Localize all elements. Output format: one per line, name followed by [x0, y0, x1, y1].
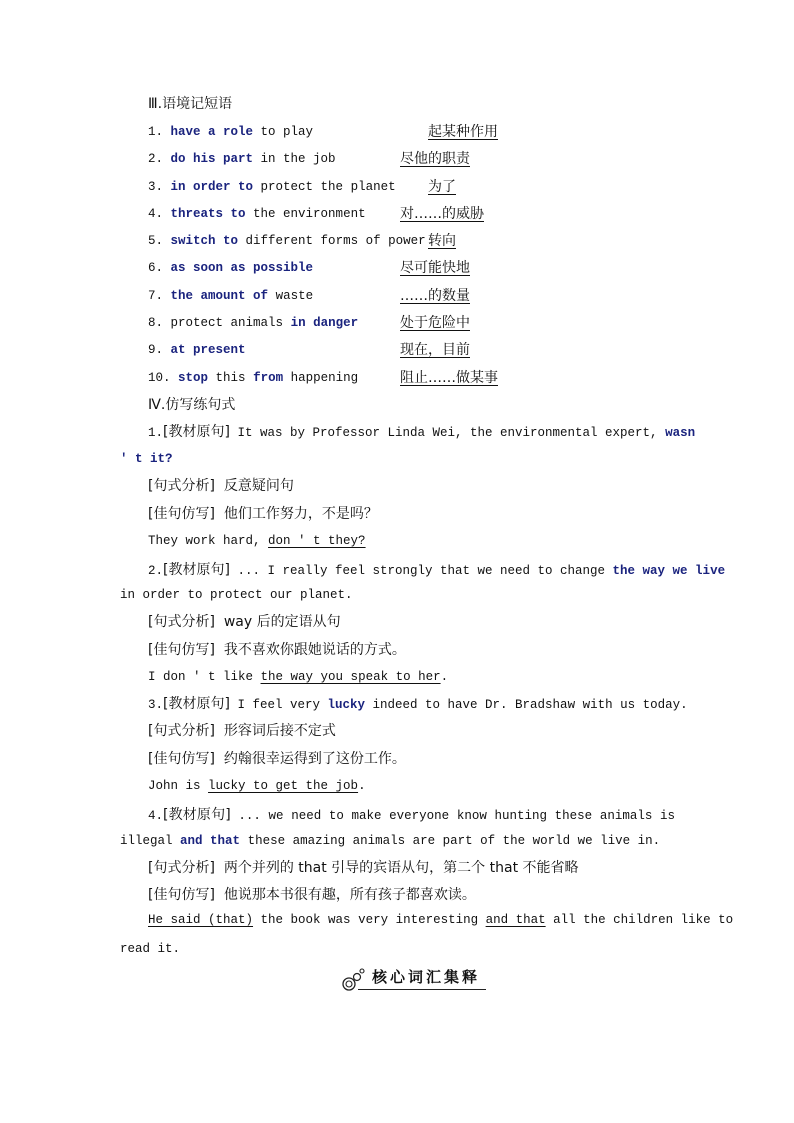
- phrase-translation: 起某种作用: [428, 124, 498, 140]
- s4-original-line2: illegal and that these amazing animals are part of the world we live in.: [120, 834, 661, 848]
- phrase-translation: 为了: [428, 179, 456, 195]
- s1-answer: They work hard, don ' t they?: [148, 534, 366, 548]
- s2-analysis: [句式分析] way 后的定语从句: [148, 614, 341, 630]
- section-4-heading: Ⅳ.仿写练句式: [148, 397, 236, 413]
- s1-original-line2: ' t it?: [120, 452, 173, 466]
- s3-answer: John is lucky to get the job.: [148, 779, 366, 793]
- s3-analysis: [句式分析] 形容词后接不定式: [148, 723, 336, 739]
- s2-answer: I don ' t like the way you speak to her.: [148, 670, 449, 684]
- s2-imitate: [佳句仿写] 我不喜欢你跟她说话的方式。: [148, 642, 406, 658]
- phrase-translation: 对……的威胁: [400, 206, 484, 222]
- phrase-translation: ……的数量: [400, 288, 470, 304]
- phrase-translation: 尽可能快地: [400, 260, 470, 276]
- section-badge: [340, 964, 490, 992]
- s2-original-line1: 2.[教材原句] ... I really feel strongly that we need to change the way we live: [148, 562, 726, 578]
- phrase-translation: 尽他的职责: [400, 151, 470, 167]
- s1-imitate: [佳句仿写] 他们工作努力，不是吗？: [148, 506, 378, 522]
- document-page: Ⅲ.语境记短语 1. have a role to play 起某种作用 2. do his part in the job 尽他的职责 3. in order to protect the planet 为了 4. threats to the environment 对……的威胁 5. switch to different forms of power 转向 6. as soon as possible 尽可能快地 7. the amount of waste ……的数量 8. protect animals in danger 处于危险中 9. at present 现在，目前 10. stop this from happening 阻止……做某事 Ⅳ.仿写练句式 1.[教材原句] It was by Professor Linda Wei, the environmental expert, wasn ' t it? [句式分析] 反意疑问句 [佳句仿写] 他们工作努力，不是吗？ They work hard, don ' t they? 2.[教材原句] ... I really feel strongly that we need to change the way we live in order to protect our planet. [句式分析] way 后的定语从句 [佳句仿写] 我不喜欢你跟她说话的方式。 I don ' t like the way you speak to her. 3.[教材原句] I feel very lucky indeed to have Dr. Bradshaw with us today. [句式分析] 形容词后接不定式 [佳句仿写] 约翰很幸运得到了这份工作。 John is lucky to get the job. 4.[教材原句] ... we need to make everyone know hunting these animals is illegal and that these amazing animals are part of the world we live in. [句式分析] 两个并列的 that 引导的宾语从句，第二个 that 不能省略 [佳句仿写] 他说那本书很有趣，所有孩子都喜欢读。 He said (that) the book was very interesting and that all the children like to read it. 核心词汇集释: [0, 0, 794, 1123]
- s3-original: 3.[教材原句] I feel very lucky indeed to have Dr. Bradshaw with us today.: [148, 696, 688, 712]
- phrase-translation: 现在，目前: [400, 342, 470, 358]
- section-3-heading: Ⅲ.语境记短语: [148, 96, 233, 112]
- s4-analysis: [句式分析] 两个并列的 that 引导的宾语从句，第二个 that 不能省略: [148, 860, 579, 876]
- s4-original-line1: 4.[教材原句] ... we need to make everyone know hunting these animals is: [148, 807, 675, 823]
- phrase-translation: 处于危险中: [400, 315, 470, 331]
- s4-imitate: [佳句仿写] 他说那本书很有趣，所有孩子都喜欢读。: [148, 887, 476, 903]
- badge-underline: [358, 989, 486, 990]
- phrase-translation: 阻止……做某事: [400, 370, 498, 386]
- s4-answer-line2: read it.: [120, 942, 181, 956]
- s4-answer-line1: He said (that) the book was very interesting and that all the children like to: [148, 913, 734, 927]
- s2-original-line2: in order to protect our planet.: [120, 588, 353, 602]
- s1-analysis: [句式分析] 反意疑问句: [148, 478, 294, 494]
- badge-title: 核心词汇集释: [372, 968, 481, 986]
- s3-imitate: [佳句仿写] 约翰很幸运得到了这份工作。: [148, 751, 406, 767]
- s1-original-line1: 1.[教材原句] It was by Professor Linda Wei, the environmental expert, wasn: [148, 424, 696, 440]
- phrase-translation: 转向: [428, 233, 456, 249]
